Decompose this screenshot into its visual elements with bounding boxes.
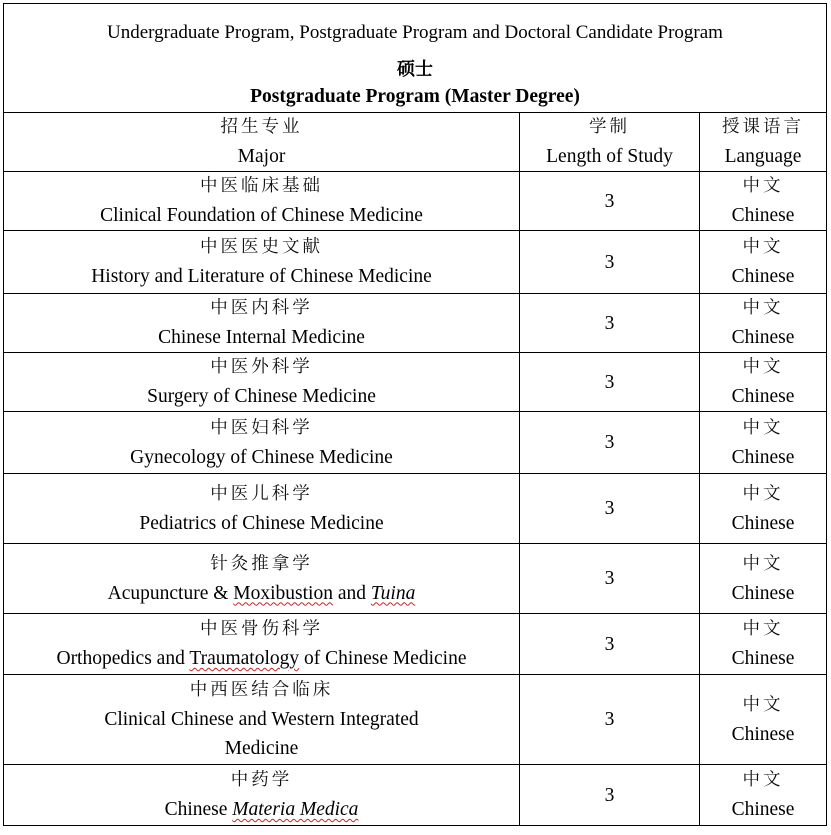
- major-en: Clinical Foundation of Chinese Medicine: [100, 205, 423, 226]
- language-cn: 中文: [742, 298, 784, 318]
- column-header-cn: 授课语言: [722, 117, 804, 137]
- major-cell: [4, 172, 520, 231]
- language-cell: [700, 172, 827, 231]
- column-header-language: [700, 113, 827, 172]
- major-en-part: Orthopedics and: [56, 648, 190, 669]
- major-en-part: Traumatology: [189, 648, 300, 669]
- language-cell: [700, 675, 827, 765]
- language-en: Chinese: [731, 512, 795, 534]
- major-en: Surgery of Chinese Medicine: [147, 386, 376, 407]
- major-en-part: Chinese: [164, 799, 233, 820]
- language-cn: 中文: [742, 357, 784, 377]
- table-header-block: [4, 4, 827, 113]
- language-cell: [700, 231, 827, 294]
- language-cell: [700, 294, 827, 353]
- column-header-cn: 学制: [589, 117, 630, 137]
- length-cell: 3: [520, 172, 700, 231]
- length-cell: 3: [520, 294, 700, 353]
- language-cn: 中文: [742, 483, 784, 504]
- language-en: Chinese: [731, 723, 795, 745]
- length-cell: 3: [520, 412, 700, 474]
- major-en-part: and: [332, 582, 371, 604]
- major-en: Chinese Internal Medicine: [158, 327, 365, 348]
- major-cell: [4, 765, 520, 826]
- length-cell: 3: [520, 765, 700, 826]
- length-cell: 3: [520, 474, 700, 544]
- language-en: Chinese: [731, 386, 795, 407]
- column-header-row: [4, 113, 827, 172]
- table-row: [4, 614, 827, 675]
- major-cn: 针灸推拿学: [210, 553, 313, 574]
- major-cn: 中医内科学: [210, 298, 313, 318]
- column-header-en: Language: [724, 146, 802, 167]
- language-cn: 中文: [742, 237, 784, 257]
- table-row: [4, 294, 827, 353]
- major-cell: [4, 231, 520, 294]
- major-cn: 中医临床基础: [200, 176, 323, 196]
- language-cell: [700, 614, 827, 675]
- language-cell: [700, 474, 827, 544]
- major-en-part: of Chinese Medicine: [299, 648, 467, 669]
- column-header-length: [520, 113, 700, 172]
- table-row: [4, 474, 827, 544]
- table-row: [4, 353, 827, 412]
- table-row: [4, 544, 827, 614]
- major-cell: [4, 412, 520, 474]
- major-cn: 中医医史文献: [200, 237, 323, 257]
- column-header-major: [4, 113, 520, 172]
- major-cell: [4, 614, 520, 675]
- major-en: Gynecology of Chinese Medicine: [130, 446, 393, 468]
- length-cell: 3: [520, 353, 700, 412]
- major-en: [8, 795, 515, 824]
- major-cn: 中药学: [230, 770, 293, 790]
- major-en: Clinical Chinese and Western Integrated Medicine: [104, 709, 419, 759]
- language-en: Chinese: [731, 799, 795, 820]
- language-cell: [700, 544, 827, 614]
- major-en-part: Materia Medica: [232, 799, 359, 820]
- column-header-en: Length of Study: [546, 146, 673, 167]
- major-en-part: Acupuncture &: [107, 582, 234, 604]
- major-cn: 中医骨伤科学: [200, 619, 323, 639]
- column-header-en: Major: [237, 146, 286, 167]
- length-cell: 3: [520, 544, 700, 614]
- language-en: Chinese: [731, 648, 795, 669]
- language-cn: 中文: [742, 619, 784, 639]
- language-en: Chinese: [731, 582, 795, 604]
- major-en: [8, 644, 515, 673]
- header-cell: [4, 4, 827, 113]
- major-cell: [4, 544, 520, 614]
- major-en: History and Literature of Chinese Medicine: [91, 266, 432, 287]
- table-subtitle-cn: 硕士: [397, 59, 433, 80]
- language-cn: 中文: [742, 417, 784, 438]
- language-cn: 中文: [742, 553, 784, 574]
- table-subtitle-en: Postgraduate Program (Master Degree): [250, 86, 580, 107]
- length-cell: 3: [520, 614, 700, 675]
- major-cn: 中西医结合临床: [189, 680, 334, 700]
- column-header-cn: 招生专业: [220, 117, 303, 137]
- major-cn: 中医外科学: [210, 357, 313, 377]
- language-en: Chinese: [731, 205, 795, 226]
- major-en-part: Tuina: [370, 582, 416, 604]
- table-row: [4, 231, 827, 294]
- language-en: Chinese: [731, 327, 795, 348]
- language-cn: 中文: [742, 176, 784, 196]
- language-en: Chinese: [731, 446, 795, 468]
- major-en: [8, 579, 515, 608]
- language-cell: [700, 412, 827, 474]
- major-cell: [4, 294, 520, 353]
- table-row: [4, 675, 827, 765]
- language-cell: [700, 353, 827, 412]
- major-en-part: Moxibustion: [233, 582, 333, 604]
- language-cell: [700, 765, 827, 826]
- major-en: Pediatrics of Chinese Medicine: [139, 512, 384, 534]
- major-cell: [4, 675, 520, 765]
- language-cn: 中文: [742, 770, 784, 790]
- table-title: Undergraduate Program, Postgraduate Program and Doctoral Candidate Program: [107, 22, 723, 43]
- program-table: [3, 3, 827, 826]
- table-row: [4, 172, 827, 231]
- language-cn: 中文: [742, 694, 784, 715]
- length-cell: 3: [520, 231, 700, 294]
- length-cell: 3: [520, 675, 700, 765]
- table-row: [4, 412, 827, 474]
- table-row: [4, 765, 827, 826]
- major-cn: 中医儿科学: [210, 483, 313, 504]
- major-cell: [4, 474, 520, 544]
- major-cell: [4, 353, 520, 412]
- language-en: Chinese: [731, 266, 795, 287]
- major-cn: 中医妇科学: [210, 417, 313, 438]
